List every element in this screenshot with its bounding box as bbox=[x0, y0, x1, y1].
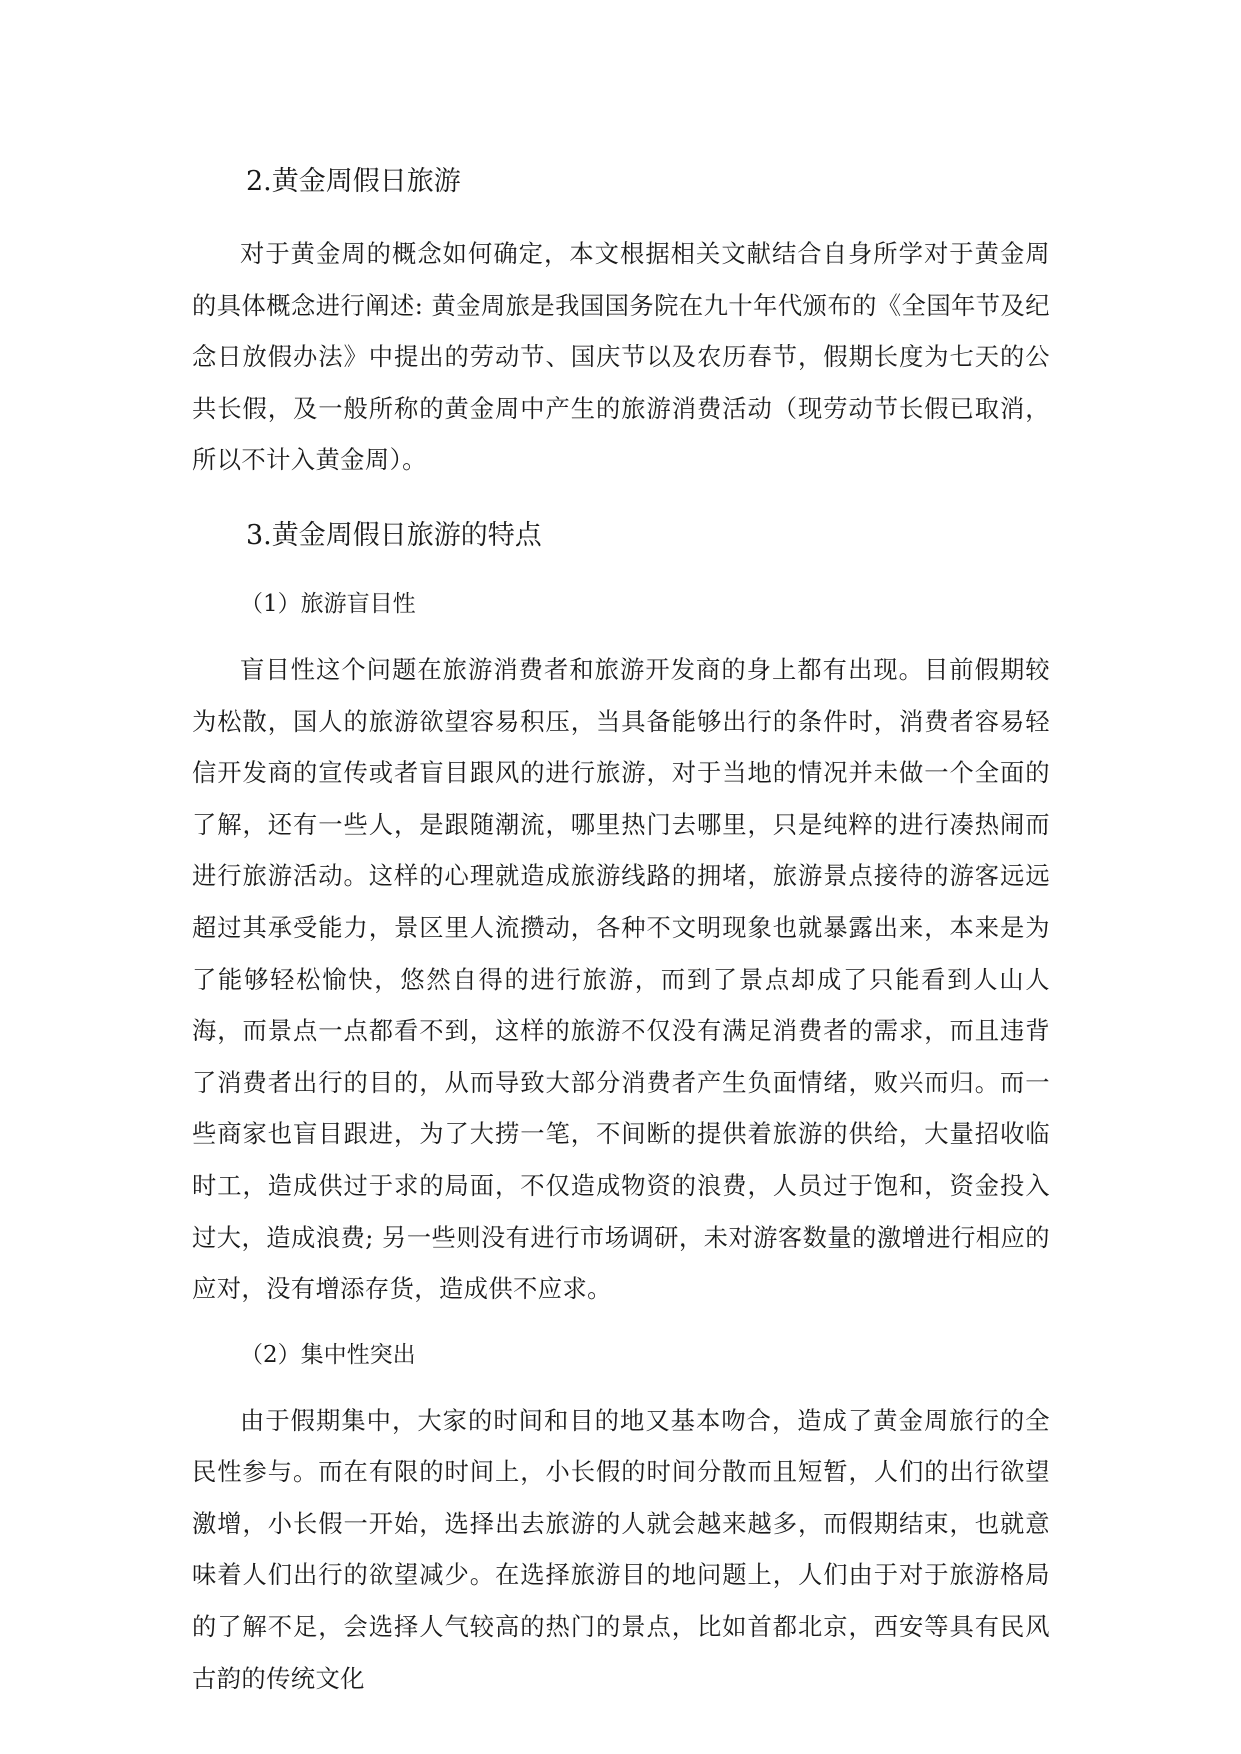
paragraph-golden-week-definition: 对于黄金周的概念如何确定，本文根据相关文献结合自身所学对于黄金周的具体概念进行阐述: 黄金周旅是我国国务院在九十年代颁布的《全国年节及纪念日放假办法》中提出的劳动节、国庆节以及农历春节，假期长度为七天的公共长假，及一般所称的黄金周中产生的旅游消费活动（现劳动节长假已取消，所以不计入黄金周）。 bbox=[192, 239, 1050, 475]
subheading-blindness: （1）旅游盲目性 bbox=[240, 590, 416, 617]
paragraph-blindness: 盲目性这个问题在旅游消费者和旅游开发商的身上都有出现。目前假期较为松散，国人的旅游欲望容易积压，当具备能够出行的条件时，消费者容易轻信开发商的宣传或者盲目跟风的进行旅游，对于当地的情况并未做一个全面的了解，还有一些人，是跟随潮流，哪里热门去哪里，只是纯粹的进行凑热闹而进行旅游活动。这样的心理就造成旅游线路的拥堵，旅游景点接待的游客远远超过其承受能力，景区里人流攒动，各种不文明现象也就暴露出来，本来是为了能够轻松愉快，悠然自得的进行旅游，而到了景点却成了只能看到人山人海，而景点一点都看不到，这样的旅游不仅没有满足消费者的需求，而且违背了消费者出行的目的，从而导致大部分消费者产生负面情绪，败兴而归。而一些商家也盲目跟进，为了大捞一笔，不间断的提供着旅游的供给，大量招收临时工，造成供过于求的局面，不仅造成物资的浪费，人员过于饱和，资金投入过大，造成浪费; 另一些则没有进行市场调研，未对游客数量的激增进行相应的应对，没有增添存货，造成供不应求。 bbox=[192, 654, 1050, 1304]
subheading-concentration: （2）集中性突出 bbox=[240, 1341, 416, 1368]
section-heading-features: 3.黄金周假日旅游的特点 bbox=[246, 519, 542, 551]
paragraph-concentration: 由于假期集中，大家的时间和目的地又基本吻合，造成了黄金周旅行的全民性参与。而在有限的时间上，小长假的时间分散而且短暂，人们的出行欲望激增，小长假一开始，选择出去旅游的人就会越来越多，而假期结束，也就意味着人们出行的欲望减少。在选择旅游目的地问题上，人们由于对于旅游格局的了解不足，会选择人气较高的热门的景点，比如首都北京，西安等具有民风古韵的传统文化 bbox=[192, 1405, 1050, 1693]
document-body bbox=[192, 158, 1050, 1704]
section-heading-golden-week: 2.黄金周假日旅游 bbox=[246, 166, 461, 197]
